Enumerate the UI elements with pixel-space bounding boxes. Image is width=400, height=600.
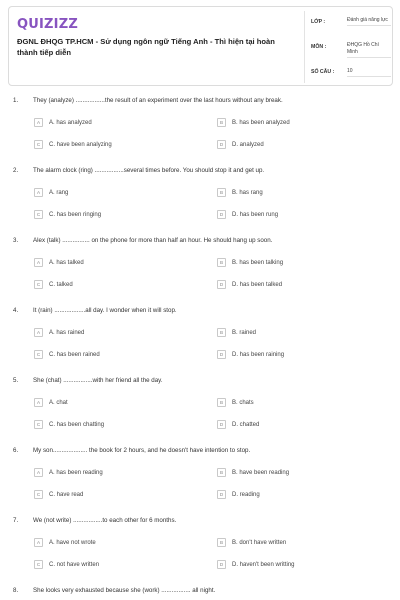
question-number: 3. — [13, 237, 19, 244]
option-text: B. has been analyzed — [232, 119, 290, 126]
question-number: 6. — [13, 447, 19, 454]
question-text: We (not write) .................to each other for 6 months. — [33, 517, 177, 524]
option-letter-badge: C — [34, 420, 43, 429]
header-divider — [304, 11, 305, 83]
option-letter-badge: D — [217, 560, 226, 569]
question-text: She looks very exhausted because she (work) ................. all night. — [33, 587, 216, 594]
option-text: C. has been rained — [49, 351, 100, 358]
question-number: 8. — [13, 587, 19, 594]
option-letter-badge: A — [34, 258, 43, 267]
option-letter-badge: D — [217, 350, 226, 359]
socau-label: SỐ CÂU : — [311, 69, 335, 75]
option-text: B. don't have written — [232, 539, 287, 546]
option-text: C. have been analyzing — [49, 141, 112, 148]
option-letter-badge: B — [217, 398, 226, 407]
question-number: 7. — [13, 517, 19, 524]
option-text: D. reading — [232, 491, 260, 498]
option-letter-badge: C — [34, 140, 43, 149]
option-text: A. has rained — [49, 329, 85, 336]
option-letter-badge: B — [217, 258, 226, 267]
question-number: 5. — [13, 377, 19, 384]
option-letter-badge: B — [217, 118, 226, 127]
question-text: She (chat) .................with her friend all the day. — [33, 377, 163, 384]
option-letter-badge: B — [217, 188, 226, 197]
option-letter-badge: A — [34, 538, 43, 547]
option-letter-badge: C — [34, 560, 43, 569]
option-letter-badge: D — [217, 420, 226, 429]
option-letter-badge: A — [34, 398, 43, 407]
option-text: C. have read — [49, 491, 84, 498]
option-text: C. talked — [49, 281, 73, 288]
question-text: They (analyze) .................the result of an experiment over the last hours without any break. — [33, 97, 283, 104]
question-number: 1. — [13, 97, 19, 104]
option-letter-badge: A — [34, 468, 43, 477]
option-text: A. has analyzed — [49, 119, 92, 126]
option-letter-badge: B — [217, 468, 226, 477]
question-text: My son.................... the book for 2 hours, and he doesn't have intention to stop. — [33, 447, 251, 454]
lop-label: LỚP : — [311, 19, 326, 25]
option-text: D. has been talked — [232, 281, 283, 288]
option-letter-badge: C — [34, 210, 43, 219]
question-text: Alex (talk) ................ on the phone for more than half an hour. He should hang up soon. — [33, 237, 273, 244]
option-text: D. chatted — [232, 421, 260, 428]
mon-value: ĐHQG Hồ Chí Minh — [347, 42, 391, 58]
option-text: D. has been raining — [232, 351, 285, 358]
lop-value: Đánh giá năng lực — [347, 17, 391, 26]
option-letter-badge: A — [34, 188, 43, 197]
option-text: A. have not wrote — [49, 539, 96, 546]
option-text: D. has been rung — [232, 211, 279, 218]
question-text: It (rain) ..................all day. I wonder when it will stop. — [33, 307, 177, 314]
option-letter-badge: C — [34, 490, 43, 499]
option-letter-badge: D — [217, 490, 226, 499]
question-number: 2. — [13, 167, 19, 174]
question-number: 4. — [13, 307, 19, 314]
option-letter-badge: A — [34, 118, 43, 127]
option-letter-badge: D — [217, 280, 226, 289]
option-text: B. chats — [232, 399, 254, 406]
socau-value: 10 — [347, 68, 391, 77]
option-text: B. has rang — [232, 189, 263, 196]
option-letter-badge: B — [217, 538, 226, 547]
option-text: C. has been ringing — [49, 211, 102, 218]
question-text: The alarm clock (ring) .................several times before. You should stop it and get up. — [33, 167, 265, 174]
option-text: A. has talked — [49, 259, 84, 266]
option-letter-badge: A — [34, 328, 43, 337]
option-text: B. rained — [232, 329, 257, 336]
option-text: A. chat — [49, 399, 68, 406]
option-text: A. rang — [49, 189, 69, 196]
option-text: B. has been talking — [232, 259, 284, 266]
option-text: B. have been reading — [232, 469, 290, 476]
option-text: D. analyzed — [232, 141, 264, 148]
option-letter-badge: C — [34, 280, 43, 289]
mon-label: MÔN : — [311, 44, 327, 50]
worksheet-title: ĐGNL ĐHQG TP.HCM - Sử dụng ngôn ngữ Tiếng Anh - Thì hiện tại hoàn thành tiếp diễn — [17, 37, 275, 57]
worksheet-header — [8, 6, 393, 86]
option-text: D. haven't been writting — [232, 561, 295, 568]
quizizz-logo: QUIZIZZ — [17, 17, 78, 32]
option-letter-badge: B — [217, 328, 226, 337]
option-letter-badge: D — [217, 210, 226, 219]
option-letter-badge: C — [34, 350, 43, 359]
option-text: C. has been chatting — [49, 421, 105, 428]
option-letter-badge: D — [217, 140, 226, 149]
option-text: A. has been reading — [49, 469, 103, 476]
option-text: C. not have written — [49, 561, 100, 568]
